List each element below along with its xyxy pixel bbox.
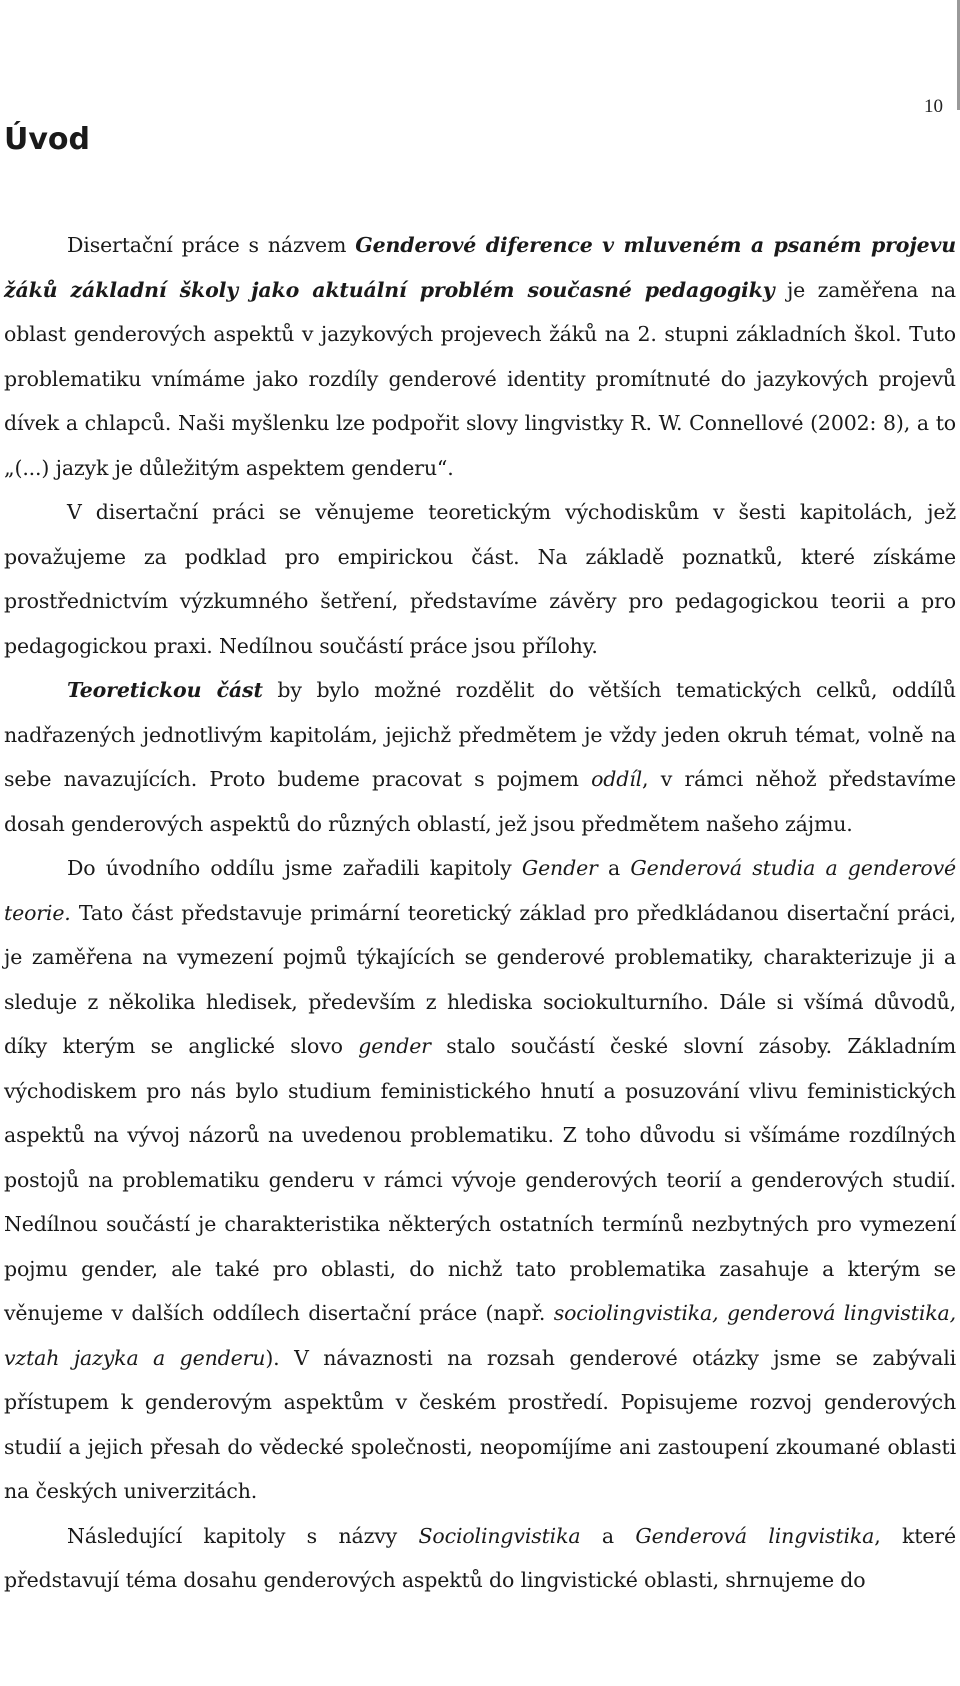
- text-run: ). V návaznosti na rozsah genderové otázky jsme se zabývali přístupem k genderovým aspektům v českém prostředí. Popisujeme rozvoj genderových studií a jejich přesah do vědecké společnosti, neopomíjíme ani zastoupení zkoumané oblasti na českých univerzitách.: [4, 1345, 957, 1503]
- paragraph-intro: [4, 223, 956, 490]
- paragraph-first-section: [4, 846, 956, 1514]
- text-run: a: [580, 1523, 636, 1548]
- emphasized-text: Gender: [521, 856, 598, 880]
- text-run: Následující kapitoly s názvy: [67, 1523, 419, 1548]
- text-run: a: [597, 856, 631, 880]
- text-run: Do úvodního oddílu jsme zařadili kapitoly: [67, 856, 522, 880]
- paragraph-following-chapters: [4, 1514, 956, 1603]
- emphasized-text: Sociolingvistika: [418, 1523, 581, 1548]
- text-run: V disertační práci se věnujeme teoretickým východiskům v šesti kapitolách, jež považujeme za podklad pro empirickou část. Na základě poznatků, které získáme prostřednictvím výzkumného šetření, představíme závěry pro pedagogickou teorii a pro pedagogickou praxi. Nedílnou součástí práce jsou přílohy.: [4, 500, 956, 658]
- emphasized-text: gender: [358, 1034, 431, 1058]
- emphasized-text: Genderová studia a genderové teorie.: [4, 856, 957, 925]
- text-run: by bylo možné rozdělit do větších tematických celků, oddílů nadřazených jednotlivým kapitolám, jejichž předmětem je vždy jeden okruh témat, volně na sebe navazujících. Proto budeme pracovat s pojmem: [4, 678, 956, 791]
- text-run: Disertační práce s názvem: [67, 233, 356, 257]
- emphasized-text: Genderová lingvistika: [635, 1523, 875, 1548]
- document-body: [4, 223, 956, 1603]
- emphasized-text: oddíl: [591, 767, 643, 791]
- emphasized-text: Teoretickou část: [67, 678, 263, 702]
- emphasized-text: sociolingvistika, genderová lingvistika, vztah jazyka a genderu: [4, 1301, 956, 1370]
- emphasized-text: Genderové diference v mluveném a psaném projevu žáků základní školy jako aktuální problém současné pedagogiky: [4, 233, 957, 302]
- page-title: Úvod: [4, 122, 91, 157]
- text-run: , v rámci něhož představíme dosah genderových aspektů do různých oblastí, jež jsou předmětem našeho zájmu.: [4, 767, 956, 836]
- text-run: , které představují téma dosahu genderových aspektů do lingvistické oblasti, shrnujeme do: [4, 1523, 956, 1592]
- text-run: stalo součástí české slovní zásoby. Základním východiskem pro nás bylo studium feministického hnutí a posuzování vlivu feministických aspektů na vývoj názorů na uvedenou problematiku. Z toho důvodu si všímáme rozdílných postojů na problematiku genderu v rámci vývoje genderových teorií a genderových studií. Nedílnou součástí je charakteristika některých ostatních termínů nezbytných pro vymezení pojmu gender, ale také pro oblasti, do nichž tato problematika zasahuje a kterým se věnujeme v dalších oddílech disertační práce (např.: [4, 1034, 956, 1325]
- paragraph-theoretical-part: [4, 668, 956, 846]
- paragraph-structure: [4, 490, 956, 668]
- text-run: je zaměřena na oblast genderových aspektů v jazykových projevech žáků na 2. stupni základních škol. Tuto problematiku vnímáme jako rozdíly genderové identity promítnuté do jazykových projevů dívek a chlapců. Naši myšlenku lze podpořit slovy lingvistky R. W. Connellové (2002: 8), a to „(...) jazyk je důležitým aspektem genderu“.: [4, 277, 956, 480]
- text-run: Tato část představuje primární teoretický základ pro předkládanou disertační práci, je zaměřena na vymezení pojmů týkajících se genderové problematiky, charakterizuje ji a sleduje z několika hledisek, především z hlediska sociokulturního. Dále si všímá důvodů, díky kterým se anglické slovo: [4, 900, 956, 1058]
- page-number: 10: [924, 96, 943, 117]
